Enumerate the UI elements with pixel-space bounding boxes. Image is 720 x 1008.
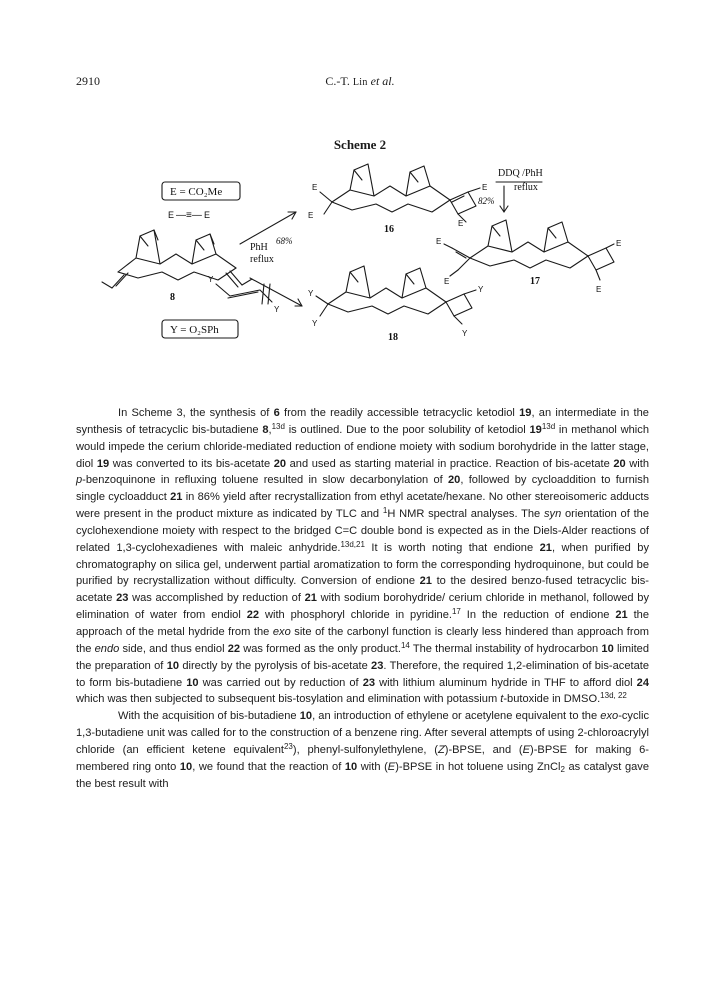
scheme-2-figure xyxy=(100,160,620,350)
alkyne-e-right: E xyxy=(204,210,211,220)
e-definition: E = CO₂Me xyxy=(170,186,223,198)
e-label: E xyxy=(596,285,602,294)
y-label: Y xyxy=(312,319,318,328)
e-label: E xyxy=(444,277,450,286)
cond1-solvent: PhH xyxy=(250,242,268,253)
page-number: 2910 xyxy=(76,74,100,88)
compound-16-label: 16 xyxy=(384,224,394,235)
e-label: E xyxy=(616,239,622,248)
y-definition: Y = O₂SPh xyxy=(170,324,219,336)
e-label: E xyxy=(458,219,464,228)
compound-8-label: 8 xyxy=(170,292,175,303)
y-label: Y xyxy=(462,329,468,338)
scheme-title: Scheme 2 xyxy=(333,137,387,152)
compound-8-structure xyxy=(102,230,252,288)
e-label: E xyxy=(482,183,488,192)
author-surname: Lin xyxy=(352,77,368,88)
y-label: Y xyxy=(208,275,214,284)
y-label: Y xyxy=(274,305,280,314)
paragraph-1: In Scheme 3, the synthesis of 6 from the readily accessible tetracyclic ketodiol 19, an intermediate in the synthesis of tetracyclic bis-butadiene 8,$^{13d}$ is outlined. Due to the poor solubility of ketodiol $19^{13d}$ in methanol which would impede the cerium chloride-mediated reduction of endione moiety with sodium borohydride in the latter stage, diol 19 was converted to its bis-acetate 20 and used as starting material in practice. Reaction of bis-acetate 20 with p-benzoquinone in refluxing toluene resulted in slow decarbonylation of 20, followed by cycloaddition to furnish single cycloadduct 21 in 86% yield after recrystallization from ethyl acetate/hexane. No other stereoisomeric adducts were present in the product mixture as indicated by TLC and $^1$H NMR spectral analyses. The syn orientation of the cyclohexendione moiety with respect to the bridged C=C double bond is expected as in the Diels-Alder reactions of related 1,3-cyclohexadienes with maleic anhydride.$^{13d,21}$ It is worth noting that endione 21, when purified by chromatography on silica gel, underwent partial aromatization to form the corresponding hydroquinone, but could be purified by recrystallization without difficulty. Conversion of endione 21 to the desired benzo-fused tetracyclic bis-acetate 23 was accomplished by reduction of 21 with sodium borohydride/ cerium chloride in methanol, followed by elimination of water from endiol 22 with phosphoryl chloride in pyridine.$^{17}$ In the reduction of endione 21 the approach of the metal hydride from the exo site of the carbonyl function is clearly less hindered than approach from the endo side, and thus endiol 22 was formed as the only product.$^{14}$ The thermal instability of hydrocarbon 10 limited the preparation of 10 directly by the pyrolysis of bis-acetate 23. Therefore, the required 1,2-elimination of bis-acetate to form bis-butadiene 10 was carried out by reduction of 23 with lithium aluminum hydride in THF to afford diol 24 which was then subjected to subsequent bis-tosylation and elimination with potassium t-butoxide in DMSO.$^{13d, 22}$ xyxy=(76,407,650,706)
cond2-reagent: DDQ /PhH xyxy=(498,168,543,179)
cond2-temp: reflux xyxy=(514,182,538,193)
paragraph-2: With the acquisition of bis-butadiene 10, an introduction of ethylene or acetylene equivalent to the exo-cyclic 1,3-butadiene unit was called for to the construction of a benzene ring. After several attempts of using 2-chloroacrylyl chloride (an efficient ketene equivalent$^{23}$), phenyl-sulfonylethylene, (Z)-BPSE, and (E)-BPSE for making 6-membered ring onto 10, we found that the reaction of 10 with (E)-BPSE in hot toluene using ZnCl$_2$ as catalyst gave the best result with xyxy=(76,710,650,790)
cond2-yield: 82% xyxy=(478,196,495,206)
compound-17-label: 17 xyxy=(530,276,540,287)
author-initials: C.-T. xyxy=(325,74,353,88)
compound-18-label: 18 xyxy=(388,332,398,343)
cond1-yield: 68% xyxy=(276,236,293,246)
et-al: et al. xyxy=(370,74,395,88)
y-label: Y xyxy=(308,289,314,298)
e-label: E xyxy=(308,211,314,220)
running-head xyxy=(0,74,720,89)
compound-16-structure xyxy=(320,164,480,222)
alkyne-bond: —≡— xyxy=(176,210,202,221)
y-label: Y xyxy=(478,285,484,294)
cond1-temp: reflux xyxy=(250,254,274,265)
e-label: E xyxy=(436,237,442,246)
compound-17-structure xyxy=(444,220,614,280)
alkyne-e-left: E xyxy=(168,210,175,220)
e-label: E xyxy=(312,183,318,192)
body-text xyxy=(76,405,649,792)
